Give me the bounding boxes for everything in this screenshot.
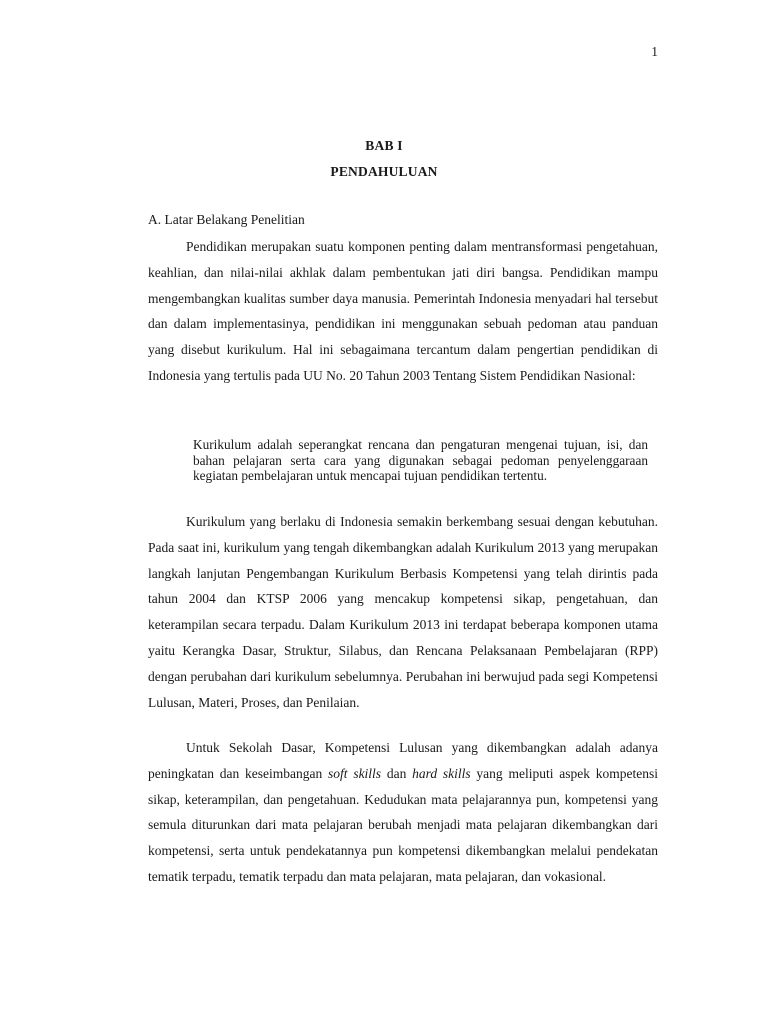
section-heading: A. Latar Belakang Penelitian [148, 212, 305, 227]
chapter-title: PENDAHULUAN [330, 164, 438, 179]
paragraph-3-text-3: yang meliputi aspek kompetensi sikap, keterampilan, dan pengetahuan. Kedudukan mata pelajarannya pun, kompetensi yang semula diturunkan dari mata pelajaran berubah menjadi mata pelajaran dikembangkan dari kompetensi, serta untuk pendekatannya pun kompetensi dikembangkan melalui pendekatan tematik terpadu, tematik terpadu dan mata pelajaran, mata pelajaran, dan vokasional. [148, 765, 658, 884]
soft-skills-term: soft skills [328, 765, 382, 781]
paragraph-3-text-2: dan [381, 765, 413, 781]
paragraph-3-text-1: Untuk Sekolah Dasar, Kompetensi Lulusan yang dikembangkan adalah adanya peningkatan dan keseimbangan [148, 740, 658, 781]
paragraph-3 [148, 735, 658, 890]
paragraph-1: Pendidikan merupakan suatu komponen penting dalam mentransformasi pengetahuan, keahlian, dan nilai-nilai akhlak dalam pembentukan jati diri bangsa. Pendidikan mampu mengembangkan kualitas sumber daya manusia. Pemerintah Indonesia menyadari hal tersebut dan dalam implementasinya, pendidikan ini menggunakan sebuah pedoman atau panduan yang disebut kurikulum. Hal ini sebagaimana tercantum dalam pengertian pendidikan di Indonesia yang tertulis pada UU No. 20 Tahun 2003 Tentang Sistem Pendidikan Nasional: [148, 239, 658, 383]
block-quote: Kurikulum adalah seperangkat rencana dan pengaturan mengenai tujuan, isi, dan bahan pelajaran serta cara yang digunakan sebagai pedoman penyelenggaraan kegiatan pembelajaran untuk mencapai tujuan pendidikan tertentu. [193, 437, 648, 483]
chapter-heading: BAB I [365, 138, 403, 153]
page-number: 1 [651, 44, 658, 59]
hard-skills-term: hard skills [412, 765, 471, 781]
paragraph-2: Kurikulum yang berlaku di Indonesia semakin berkembang sesuai dengan kebutuhan. Pada saat ini, kurikulum yang tengah dikembangkan adalah Kurikulum 2013 yang merupakan langkah lanjutan Pengembangan Kurikulum Berbasis Kompetensi yang telah dirintis pada tahun 2004 dan KTSP 2006 yang mencakup kompetensi sikap, pengetahuan, dan keterampilan secara terpadu. Dalam Kurikulum 2013 ini terdapat beberapa komponen utama yaitu Kerangka Dasar, Struktur, Silabus, dan Rencana Pelaksanaan Pembelajaran (RPP) dengan perubahan dari kurikulum sebelumnya. Perubahan ini berwujud pada segi Kompetensi Lulusan, Materi, Proses, dan Penilaian. [148, 514, 658, 710]
